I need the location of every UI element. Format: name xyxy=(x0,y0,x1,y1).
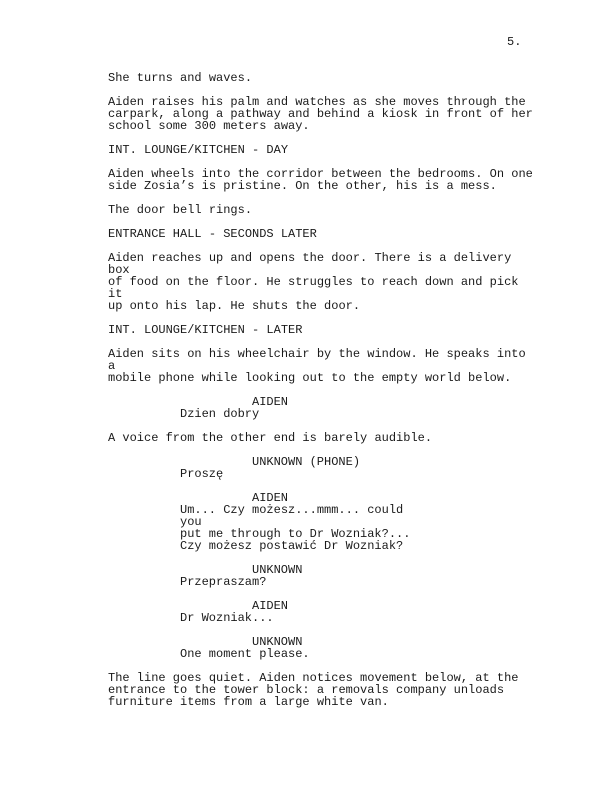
character-name: UNKNOWN (PHONE) xyxy=(252,455,361,469)
dialogue-text: Przepraszam? xyxy=(180,575,267,589)
action-paragraph: Aiden raises his palm and watches as she moves through the carpark, along a pathway and behind a kiosk in front of her school some 300 meters away. xyxy=(108,95,533,133)
character-name: AIDEN xyxy=(252,491,289,505)
action-paragraph: The line goes quiet. Aiden notices movement below, at the entrance to the tower block: a removals company unloads furniture items from a large white van. xyxy=(108,671,519,709)
character-name: UNKNOWN xyxy=(252,563,303,577)
action-paragraph: The door bell rings. xyxy=(108,203,253,217)
character-name: UNKNOWN xyxy=(252,635,303,649)
dialogue-text: Dzien dobry xyxy=(180,407,260,421)
scene-heading: ENTRANCE HALL - SECONDS LATER xyxy=(108,227,317,241)
scene-heading: INT. LOUNGE/KITCHEN - DAY xyxy=(108,143,289,157)
action-paragraph: She turns and waves. xyxy=(108,71,253,85)
page-number: 5. xyxy=(507,35,522,49)
action-paragraph: Aiden reaches up and opens the door. There is a delivery box of food on the floor. He struggles to reach down and pick it up onto his lap. He shuts the door. xyxy=(108,251,519,313)
action-paragraph: A voice from the other end is barely audible. xyxy=(108,431,433,445)
action-paragraph: Aiden sits on his wheelchair by the window. He speaks into a mobile phone while looking out to the empty world below. xyxy=(108,347,526,385)
dialogue-text: Um... Czy możesz...mmm... could you put me through to Dr Wozniak?... Czy możesz postawić Dr Wozniak? xyxy=(180,503,411,553)
character-name: AIDEN xyxy=(252,599,289,613)
scene-heading: INT. LOUNGE/KITCHEN - LATER xyxy=(108,323,303,337)
dialogue-text: One moment please. xyxy=(180,647,310,661)
dialogue-text: Dr Wozniak... xyxy=(180,611,274,625)
script-body xyxy=(0,72,612,720)
character-name: AIDEN xyxy=(252,395,289,409)
dialogue-text: Proszę xyxy=(180,467,224,481)
action-paragraph: Aiden wheels into the corridor between the bedrooms. On one side Zosia’s is pristine. On the other, his is a mess. xyxy=(108,167,533,193)
